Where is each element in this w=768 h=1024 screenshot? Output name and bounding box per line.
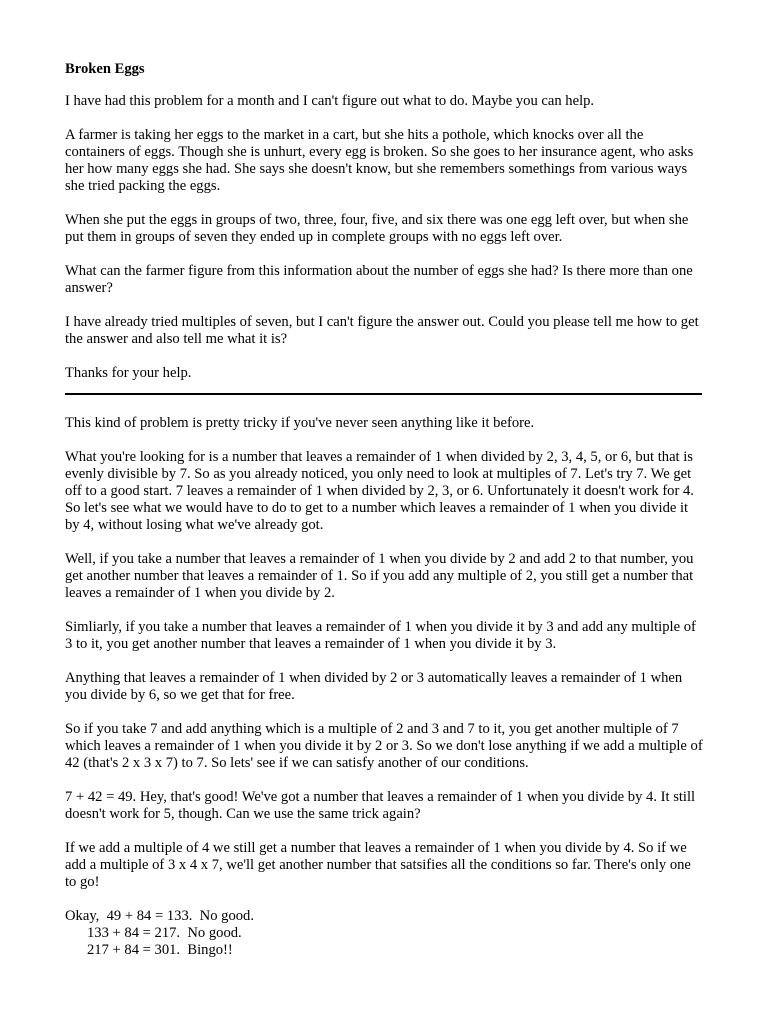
question-paragraph: I have had this problem for a month and I can't figure out what to do. Maybe you can help. xyxy=(65,93,595,109)
answer-paragraph: 7 + 42 = 49. Hey, that's good! We've got a number that leaves a remainder of 1 when you divide by 4. It still doesn't work for 5, though. Can we use the same trick again? xyxy=(65,789,696,822)
question-paragraph: I have already tried multiples of seven, but I can't figure the answer out. Could you please tell me how to get the answer and also tell me what it is? xyxy=(65,314,699,347)
answer-section xyxy=(65,415,705,891)
answer-paragraph: Well, if you take a number that leaves a remainder of 1 when you divide by 2 and add 2 to that number, you get another number that leaves a remainder of 1. So if you add any multiple of 2, you still get a number that leaves a remainder of 1 when you divide by 2. xyxy=(65,551,694,601)
answer-paragraph: Simliarly, if you take a number that leaves a remainder of 1 when you divide it by 3 and add any multiple of 3 to it, you get another number that leaves a remainder of 1 when you divide it by 3. xyxy=(65,619,696,652)
answer-paragraph: This kind of problem is pretty tricky if you've never seen anything like it before. xyxy=(65,415,535,431)
question-paragraph: What can the farmer figure from this information about the number of eggs she had? Is there more than one answer? xyxy=(65,263,693,296)
answer-paragraph: So if you take 7 and add anything which is a multiple of 2 and 3 and 7 to it, you get another multiple of 7 which leaves a remainder of 1 when you divide it by 2 or 3. So we don't lose anything if we add a multiple of 42 (that's 2 x 3 x 7) to 7. So lets' see if we can satisfy another of our conditions. xyxy=(65,721,703,771)
section-divider xyxy=(65,393,702,395)
answer-paragraph: Anything that leaves a remainder of 1 when divided by 2 or 3 automatically leaves a remainder of 1 when you divide by 6, so we get that for free. xyxy=(65,670,683,703)
answer-paragraph: If we add a multiple of 4 we still get a number that leaves a remainder of 1 when you divide by 4. So if we add a multiple of 3 x 4 x 7, we'll get another number that satsifies all the conditions so far. There's only one to go! xyxy=(65,840,691,890)
calculation-line: Okay, 49 + 84 = 133. No good. xyxy=(65,908,255,924)
document-content xyxy=(65,61,705,959)
question-paragraph: A farmer is taking her eggs to the market in a cart, but she hits a pothole, which knocks over all the containers of eggs. Though she is unhurt, every egg is broken. So she goes to her insurance agent, who asks her how many eggs she had. She says she doesn't know, but she remembers somethings from various ways she tried packing the eggs. xyxy=(65,127,694,194)
calculation-line: 133 + 84 = 217. No good. xyxy=(87,925,242,941)
calculation-line: 217 + 84 = 301. Bingo!! xyxy=(87,942,233,958)
question-paragraph: Thanks for your help. xyxy=(65,365,192,381)
calculation-block xyxy=(65,908,705,959)
document-title: Broken Eggs xyxy=(65,61,145,77)
answer-paragraph: What you're looking for is a number that leaves a remainder of 1 when divided by 2, 3, 4, 5, or 6, but that is evenly divisible by 7. So as you already noticed, you only need to look at multiples of 7. Let's try 7. We get off to a good start. 7 leaves a remainder of 1 when divided by 2, 3, or 6. Unfortunately it doesn't work for 4. So let's see what we would have to do to get to a number which leaves a remainder of 1 when you divide it by 4, without losing what we've already got. xyxy=(65,449,694,533)
question-paragraph: When she put the eggs in groups of two, three, four, five, and six there was one egg left over, but when she put them in groups of seven they ended up in complete groups with no eggs left over. xyxy=(65,212,689,245)
question-section xyxy=(65,93,705,382)
